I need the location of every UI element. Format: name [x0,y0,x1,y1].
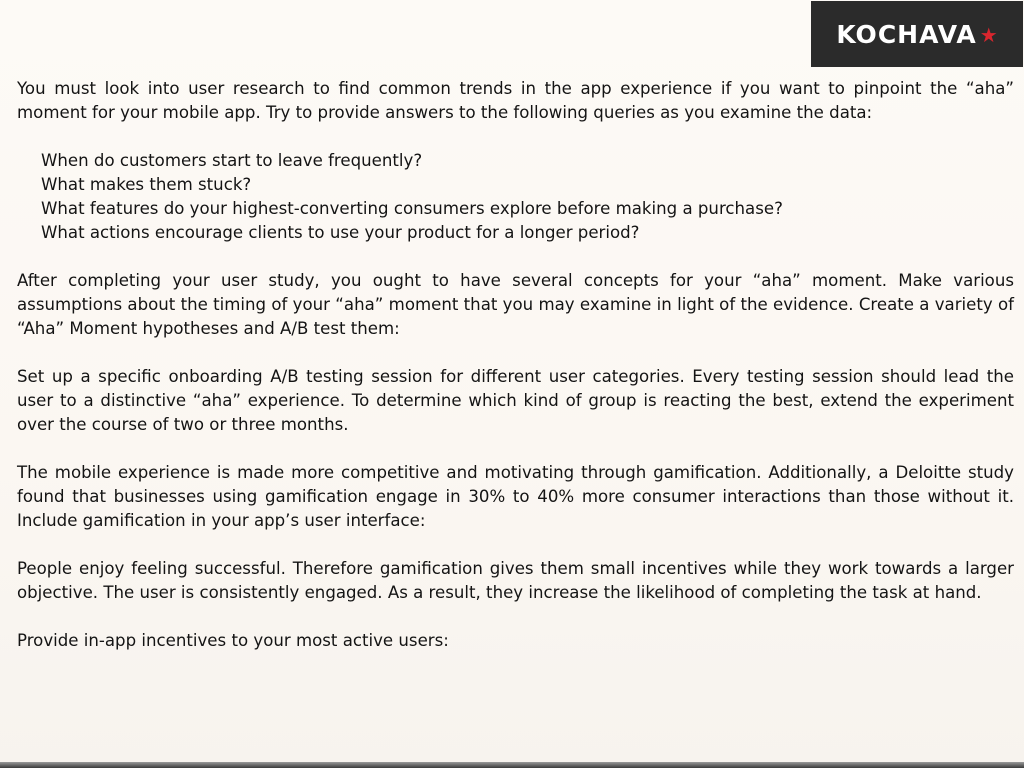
success-paragraph: People enjoy feeling successful. Therefore gamification gives them small incentives while they work towards a larger objective. The user is consistently engaged. As a result, they increase the likelihood of completing the task at hand. [17,559,1014,602]
question-item: When do customers start to leave frequently? [41,151,423,170]
questions-list [17,149,1014,245]
logo-text: KOCHAVA [836,19,977,49]
gamification-paragraph: The mobile experience is made more competitive and motivating through gamification. Additionally, a Deloitte study found that businesses using gamification engage in 30% to 40% more consumer interactions than those without it. Include gamification in your app’s user interface: [17,463,1014,530]
kochava-logo [811,1,1023,67]
question-item: What actions encourage clients to use your product for a longer period? [41,223,640,242]
question-item: What makes them stuck? [41,175,252,194]
document-body [17,77,1014,677]
star-icon: ★ [979,23,998,47]
ab-testing-paragraph: Set up a specific onboarding A/B testing session for different user categories. Every testing session should lead the user to a distinctive “aha” experience. To determine which kind of group is reacting the best, extend the experiment over the course of two or three months. [17,367,1014,434]
question-item: What features do your highest-converting consumers explore before making a purchase? [41,199,783,218]
intro-paragraph: You must look into user research to find common trends in the app experience if you want to pinpoint the “aha” moment for your mobile app. Try to provide answers to the following queries as you examine the data: [17,79,1014,122]
incentives-paragraph: Provide in-app incentives to your most active users: [17,631,449,650]
bottom-divider [0,762,1024,768]
hypotheses-paragraph: After completing your user study, you ought to have several concepts for your “aha” moment. Make various assumptions about the timing of your “aha” moment that you may examine in light of the evidence. Create a variety of “Aha” Moment hypotheses and A/B test them: [17,271,1014,338]
